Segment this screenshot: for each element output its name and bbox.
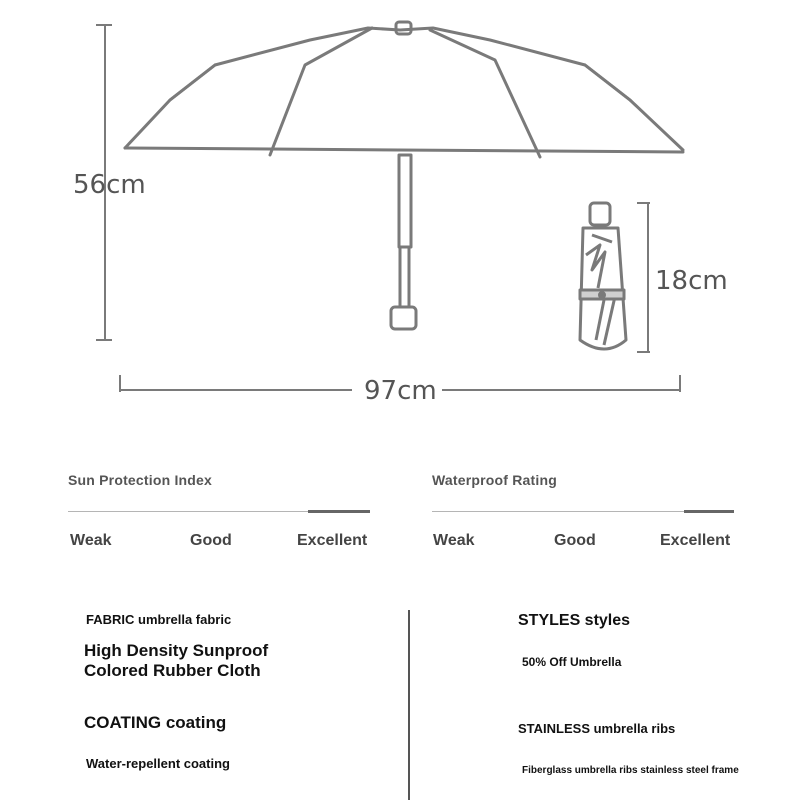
- rating-level-good: Good: [190, 532, 232, 549]
- rating-level-weak: Weak: [433, 532, 475, 549]
- coating-heading: COATING coating: [84, 713, 227, 732]
- rating-scale-marker: [684, 510, 734, 513]
- folded-length-dimension-label: 18cm: [655, 266, 728, 296]
- ribs-value: Fiberglass umbrella ribs stainless steel frame: [522, 765, 739, 776]
- fabric-value-line-2: Colored Rubber Cloth: [84, 661, 261, 680]
- folded-umbrella-illustration: [580, 203, 626, 349]
- rating-level-excellent: Excellent: [297, 532, 368, 549]
- styles-value: 50% Off Umbrella: [522, 655, 622, 669]
- sun-protection-title: Sun Protection Index: [68, 472, 213, 488]
- width-dimension-label: 97cm: [364, 376, 437, 406]
- waterproof-rating: [432, 470, 742, 560]
- sun-protection-rating: [68, 470, 378, 560]
- fabric-value: [84, 641, 268, 681]
- rating-scale-marker: [308, 510, 370, 513]
- rating-level-good: Good: [554, 532, 596, 549]
- waterproof-title: Waterproof Rating: [432, 472, 557, 488]
- styles-heading: STYLES styles: [518, 612, 631, 629]
- height-dimension-label: 56cm: [73, 170, 146, 200]
- fabric-heading: FABRIC umbrella fabric: [86, 612, 232, 627]
- rating-level-weak: Weak: [70, 532, 112, 549]
- dimension-lines: [96, 25, 680, 392]
- rating-level-excellent: Excellent: [660, 532, 731, 549]
- ribs-heading: STAINLESS umbrella ribs: [518, 721, 676, 736]
- specs-divider: [408, 610, 410, 800]
- fabric-value-line-1: High Density Sunproof: [84, 641, 269, 660]
- coating-value: Water-repellent coating: [86, 756, 230, 771]
